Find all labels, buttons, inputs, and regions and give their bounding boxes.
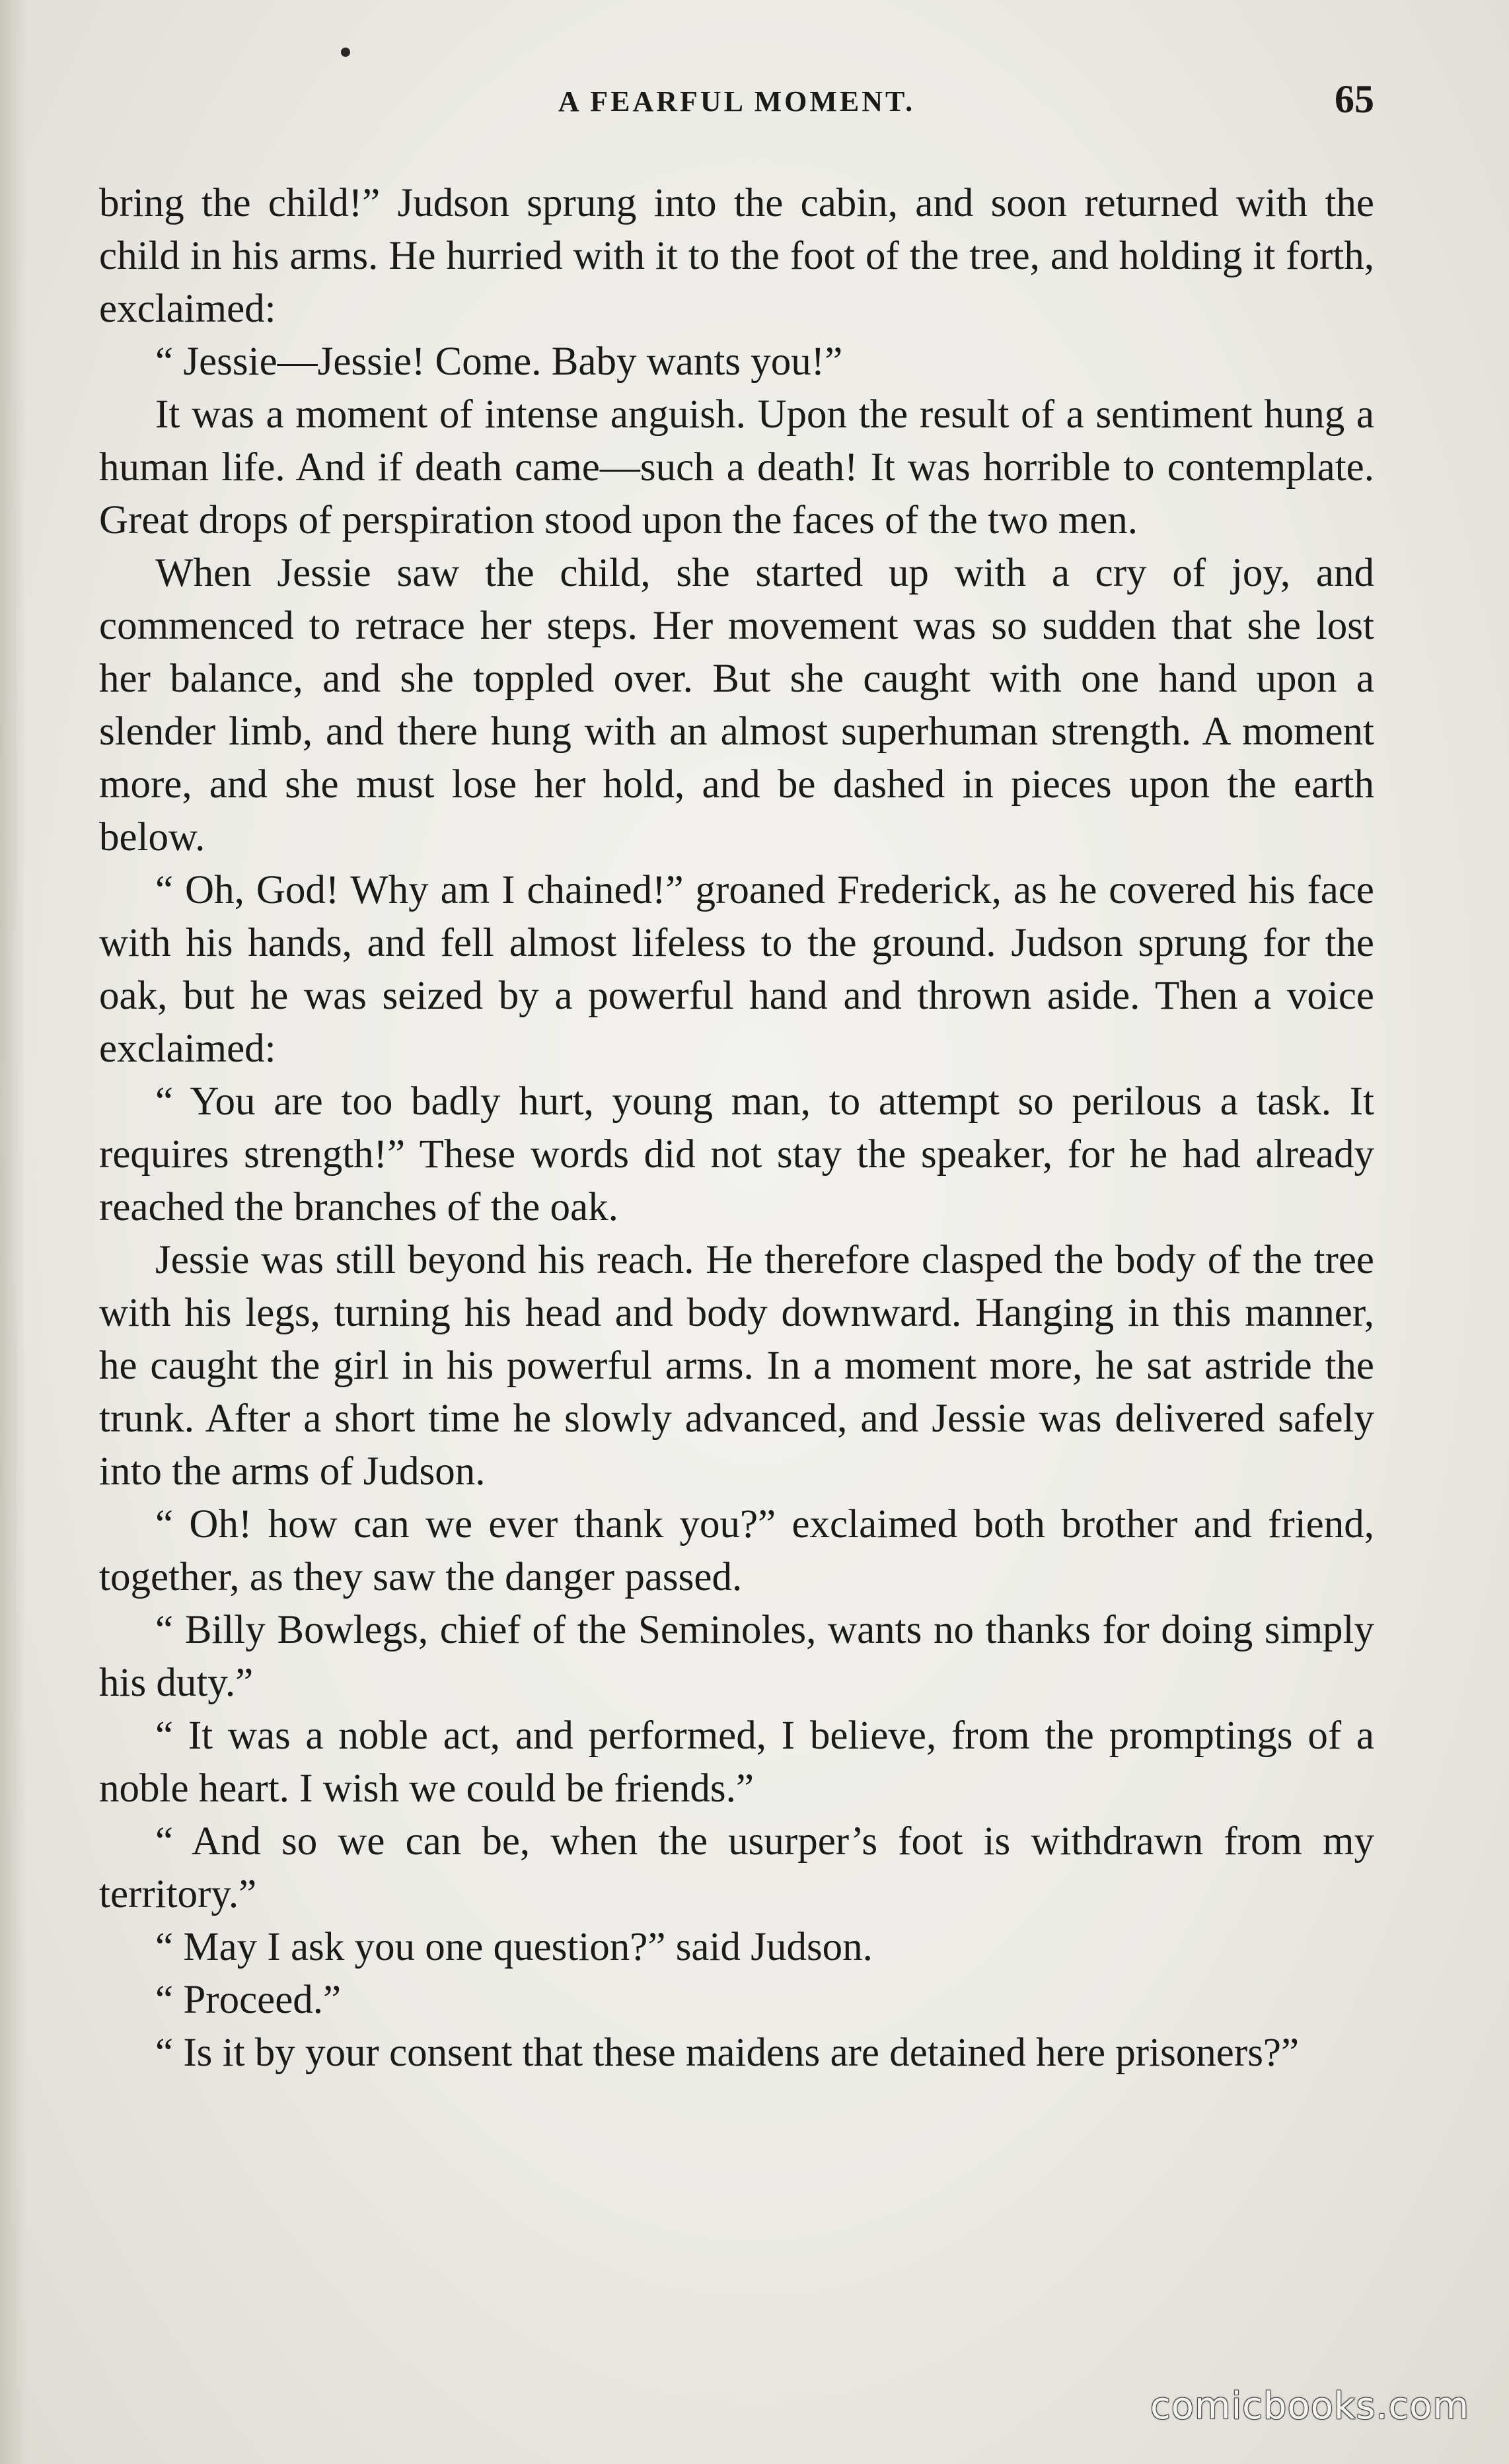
body-text xyxy=(99,177,1374,2080)
page-left-edge-shadow xyxy=(0,0,26,2464)
paragraph: When Jessie saw the child, she started up with a cry of joy, and commenced to retrace her steps. Her movement was so sudden that she lost her balance, and she toppled over. But she caught with one hand upon a slender limb, and there hung with an almost superhuman strength. A moment more, and she must lose her hold, and be dashed in pieces upon the earth below. xyxy=(99,551,1374,859)
paragraph: “ You are too badly hurt, young man, to attempt so perilous a task. It requires strength!” These words did not stay the speaker, for he had already reached the branches of the oak. xyxy=(99,1079,1374,1229)
running-head: A FEARFUL MOMENT. xyxy=(558,85,916,118)
paragraph: “ Is it by your consent that these maidens are detained here prisoners?” xyxy=(155,2031,1300,2075)
site-watermark: comicbooks.com xyxy=(1150,2385,1469,2428)
paragraph: “ Oh! how can we ever thank you?” exclaimed both brother and friend, together, as they saw the danger passed. xyxy=(99,1502,1374,1599)
paragraph: “ May I ask you one question?” said Judson. xyxy=(155,1925,873,1969)
page-header xyxy=(99,73,1374,132)
paragraph: “ Jessie—Jessie! Come. Baby wants you!” xyxy=(155,340,843,384)
page-number: 65 xyxy=(1335,77,1374,121)
paragraph: “ Oh, God! Why am I chained!” groaned Frederick, as he covered his face with his hands, and fell almost lifeless to the ground. Judson sprung for the oak, but he was seized by a powerful hand and thrown aside. Then a voice exclaimed: xyxy=(99,868,1374,1071)
paragraph: “ And so we can be, when the usurper’s foot is withdrawn from my territory.” xyxy=(99,1819,1374,1916)
paragraph: Jessie was still beyond his reach. He therefore clasped the body of the tree with his legs, turning his head and body downward. Hanging in this manner, he caught the girl in his powerful arms. In a moment more, he sat astride the trunk. After a short time he slowly advanced, and Jessie was delivered safely into the arms of Judson. xyxy=(99,1238,1374,1494)
ink-speck xyxy=(341,48,350,57)
paragraph: “ It was a noble act, and performed, I believe, from the promptings of a noble heart. I wish we could be friends.” xyxy=(99,1714,1374,1811)
paragraph: It was a moment of intense anguish. Upon the result of a sentiment hung a human life. And if death came—such a death! It was horrible to contemplate. Great drops of perspiration stood upon the faces of the two men. xyxy=(99,392,1374,542)
paragraph: “ Billy Bowlegs, chief of the Seminoles, wants no thanks for doing simply his duty.” xyxy=(99,1608,1374,1705)
paragraph: “ Proceed.” xyxy=(155,1978,342,2022)
paragraph: bring the child!” Judson sprung into the cabin, and soon returned with the child in his arms. He hurried with it to the foot of the tree, and holding it forth, exclaimed: xyxy=(99,181,1374,331)
